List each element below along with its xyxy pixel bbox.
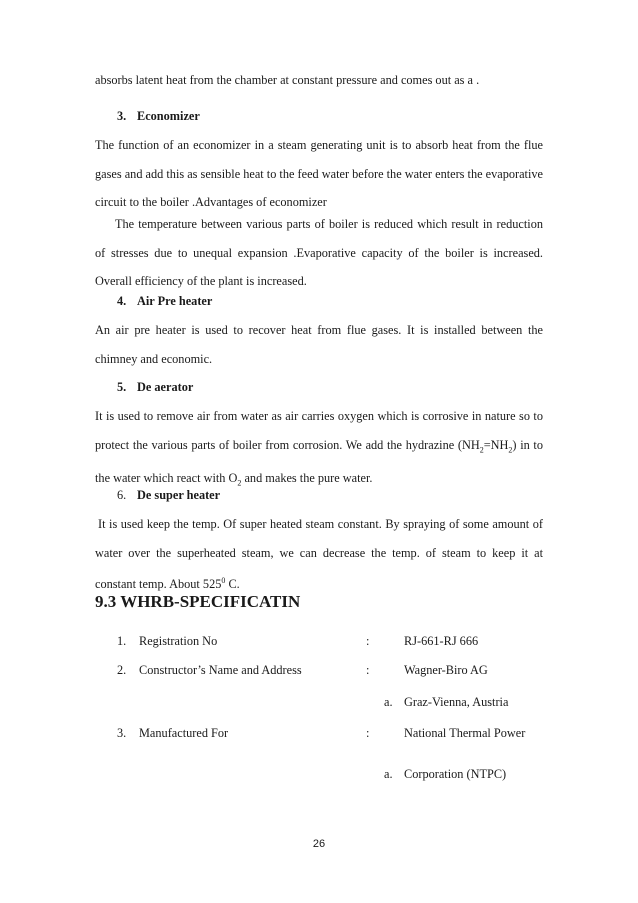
heading-number: 5. xyxy=(117,380,127,394)
heading-desuperheater xyxy=(117,488,220,503)
superscript: 0 xyxy=(221,576,226,585)
paragraph-air-preheater: An air pre heater is used to recover heat from flue gases. It is installed between the chimney and economic. xyxy=(95,323,543,366)
spec-value: Corporation (NTPC) xyxy=(404,767,507,781)
spec-label: Registration No xyxy=(139,634,218,648)
spec-num: 2. xyxy=(117,663,127,677)
subscript: 2 xyxy=(237,478,242,488)
heading-title: Air Pre heater xyxy=(137,294,213,308)
spec-label: Manufactured For xyxy=(139,726,229,740)
heading-air-preheater xyxy=(117,294,212,309)
heading-title: Economizer xyxy=(137,109,200,123)
page-number: 26 xyxy=(312,838,326,850)
paragraph-text: The temperature between various parts of boiler is reduced which result in reduction of stresses due to unequal expansion .Evaporative capacity of the boiler is increased. Overall efficiency of the plant is increased. xyxy=(95,217,543,288)
heading-title: De aerator xyxy=(137,380,194,394)
text-b: C. xyxy=(225,577,240,592)
spec-value: RJ-661-RJ 666 xyxy=(404,634,479,648)
spec-value: Wagner-Biro AG xyxy=(404,663,488,677)
text-c: ) in to the water which react with O xyxy=(95,437,544,486)
heading-number: 6. xyxy=(117,488,127,502)
text-b: =NH xyxy=(483,437,509,452)
subscript: 2 xyxy=(479,444,484,454)
spec-colon: : xyxy=(366,663,370,677)
spec-label: Constructor’s Name and Address xyxy=(139,663,302,677)
spec-sub-label: a. xyxy=(384,767,393,781)
paragraph-desuperheater xyxy=(95,510,543,599)
spec-colon: : xyxy=(366,726,370,740)
spec-colon: : xyxy=(366,634,370,648)
heading-number: 4. xyxy=(117,294,127,308)
heading-deaerator xyxy=(117,380,193,395)
spec-value: National Thermal Power xyxy=(404,726,526,740)
spec-num: 1. xyxy=(117,634,127,648)
continuation-line: absorbs latent heat from the chamber at constant pressure and comes out as a . xyxy=(95,73,480,87)
paragraph-economizer-function: The function of an economizer in a steam generating unit is to absorb heat from the flue gases and add this as sensible heat to the feed water before the water enters the evaporative circuit to the boiler .Advantages of economizer xyxy=(95,138,543,209)
subscript: 2 xyxy=(508,444,513,454)
section-title: 9.3 WHRB-SPECIFICATIN xyxy=(95,592,301,611)
paragraph-economizer-advantages xyxy=(95,210,543,296)
text-d: and makes the pure water. xyxy=(241,471,373,486)
paragraph-deaerator xyxy=(95,402,543,498)
heading-number: 3. xyxy=(117,109,127,123)
text-a: It is used to remove air from water as air carries oxygen which is corrosive in nature so to protect the various parts of boiler from corrosion. We add the hydrazine (NH xyxy=(95,409,543,452)
text-a: It is used keep the temp. Of super heated steam constant. By spraying of some amount of water over the superheated steam, we can decrease the temp. of steam to keep it at constant temp. About 525 xyxy=(95,517,543,592)
spec-sub-label: a. xyxy=(384,695,393,709)
spec-num: 3. xyxy=(117,726,127,740)
heading-title: De super heater xyxy=(137,488,221,502)
heading-economizer xyxy=(117,109,200,124)
spec-value: Graz-Vienna, Austria xyxy=(404,695,509,709)
